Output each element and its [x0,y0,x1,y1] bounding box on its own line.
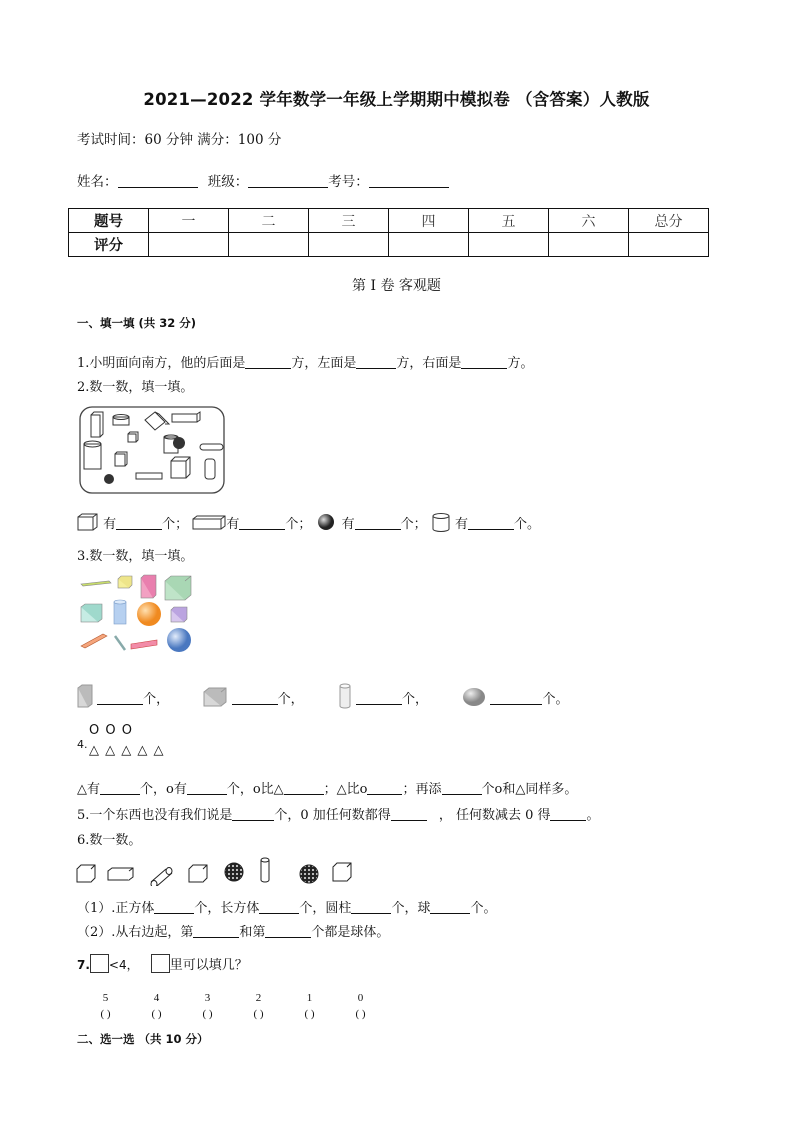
question-number: 7. [77,958,90,972]
answer-slot[interactable]: ( ) [355,1008,366,1020]
column-header: 四 [389,209,469,233]
score-table [68,208,709,257]
answer-box[interactable] [151,954,170,973]
answer-slot[interactable]: ( ) [202,1008,213,1020]
option-number: 1 [306,992,313,1004]
sphere-icon [462,687,486,707]
question-text: ；△比o [323,782,368,797]
shapes-illustration-icon [79,406,225,494]
shapes-picture [79,406,225,494]
exam-info: 考试时间：60 分钟 满分：100 分 [77,132,282,148]
section-heading: 一、填一填 (共 32 分) [77,316,197,330]
column-header: 六 [549,209,629,233]
answer-blank[interactable] [356,691,402,705]
answer-blank[interactable] [468,516,514,530]
question-text: 和第 [239,925,266,940]
cylinder-lying-icon [151,868,172,887]
question-1 [77,352,533,371]
answer-blank[interactable] [239,516,285,530]
column-header: 三 [309,209,389,233]
column-header: 总分 [629,209,709,233]
question-7-answer-slots [80,1002,386,1021]
option-number: 4 [153,992,160,1004]
question-text: 有 [226,517,240,532]
question-text: 方，右面是 [396,356,462,371]
answer-blank[interactable] [391,807,427,821]
number-field[interactable] [369,174,449,188]
question-text: 有 [454,517,468,532]
question-text: 个o和△同样多。 [481,782,578,797]
answer-blank[interactable] [351,900,391,914]
score-cell[interactable] [549,233,629,257]
question-text: 1.小明面向南方，他的后面是 [77,356,246,371]
column-header: 一 [149,209,229,233]
answer-blank[interactable] [193,924,239,938]
cuboid-icon [192,515,226,531]
question-text: 方。 [507,356,534,371]
score-cell[interactable] [389,233,469,257]
cylinder-icon [338,682,352,710]
score-cell[interactable] [309,233,389,257]
table-row [69,233,709,257]
class-field[interactable] [248,174,328,188]
circles-row: O O O [89,723,133,738]
cuboid-icon [108,868,133,880]
question-text: 个，o比△ [226,782,284,797]
row-header: 评分 [69,233,149,257]
cuboid-icon [77,684,93,708]
answer-blank[interactable] [265,924,311,938]
cube-icon [77,513,99,531]
cube-icon [77,865,95,882]
option-number: 3 [204,992,211,1004]
question-text: 个。 [513,517,540,532]
answer-blank[interactable] [355,516,401,530]
question-text: 个， [277,692,304,707]
question-text: △有 [77,782,100,797]
question-text: （1）.正方体 [77,901,155,916]
answer-blank[interactable] [187,781,227,795]
answer-blank[interactable] [154,900,194,914]
column-header: 二 [229,209,309,233]
student-info-row [77,170,449,190]
question-text: 有 [103,517,117,532]
column-header: 五 [469,209,549,233]
answer-box[interactable] [90,954,109,973]
cube-icon [203,687,227,707]
answer-blank[interactable] [490,691,542,705]
answer-slot[interactable]: ( ) [151,1008,162,1020]
cube-icon [189,865,207,882]
question-4-text [77,778,577,797]
answer-blank[interactable] [430,900,470,914]
row-header: 题号 [69,209,149,233]
question-2-answers [77,512,540,532]
volume-title: 第 I 卷 客观题 [352,278,441,294]
number-label: 考号： [328,174,369,190]
question-6-sub1 [77,897,496,916]
score-cell[interactable] [469,233,549,257]
question-text: <4， [108,958,139,972]
table-row [69,209,709,233]
answer-blank[interactable] [259,900,299,914]
answer-blank[interactable] [100,781,140,795]
answer-blank[interactable] [367,781,402,795]
option-number: 0 [357,992,364,1004]
question-2-prompt: 2.数一数，填一填。 [77,380,194,395]
question-text: 个，球 [391,901,431,916]
cylinder-icon [431,512,451,532]
section-heading: 二、选一选 （共 10 分） [77,1032,209,1046]
question-text: ；再添 [402,782,442,797]
question-text: ， 任何数减去 0 得 [438,808,551,823]
question-text: （2）.从右边起，第 [77,925,194,940]
answer-blank[interactable] [284,781,324,795]
question-5 [77,804,600,823]
question-text: 个。 [542,692,569,707]
question-6-shapes [75,856,355,886]
sphere-icon [225,863,243,881]
answer-blank[interactable] [116,516,162,530]
answer-slot[interactable]: ( ) [304,1008,315,1020]
sphere-icon [300,865,318,883]
colored-shapes-illustration-icon [78,574,196,656]
question-text: 个，圆柱 [299,901,352,916]
question-text: 里可以填几？ [169,958,248,973]
question-text: 个，0 加任何数都得 [274,808,391,823]
question-text: 个； [162,517,189,532]
question-text: 个都是球体。 [311,925,390,940]
answer-blank[interactable] [461,355,507,369]
question-text: 个， [143,692,170,707]
answer-blank[interactable] [356,355,396,369]
answer-slot[interactable]: ( ) [100,1008,111,1020]
question-3-prompt: 3.数一数，填一填。 [77,549,194,564]
score-cell[interactable] [149,233,229,257]
triangles-row: △ △ △ △ △ [89,743,165,758]
question-text: 个， [402,692,429,707]
cylinder-icon [261,858,269,882]
option-number: 5 [102,992,109,1004]
question-3-answers [77,682,568,710]
question-text: 个； [400,517,427,532]
answer-blank[interactable] [232,807,274,821]
score-cell[interactable] [629,233,709,257]
question-text: 5.一个东西也没有我们说是 [77,808,233,823]
colored-shapes-picture [78,574,196,656]
option-number: 2 [255,992,262,1004]
question-text: 有 [341,517,355,532]
question-text: 个。 [470,901,497,916]
question-4-number: 4. [77,738,88,751]
name-label: 姓名： [77,174,118,190]
question-text: 。 [586,808,600,823]
answer-blank[interactable] [232,691,278,705]
sphere-icon [315,513,337,531]
answer-blank[interactable] [442,781,482,795]
question-text: 个，长方体 [194,901,260,916]
question-6-prompt: 6.数一数。 [77,833,142,848]
answer-slot[interactable]: ( ) [253,1008,264,1020]
cube-icon [333,863,351,881]
question-text: 个，o有 [140,782,187,797]
document-title: 2021—2022 学年数学一年级上学期期中模拟卷 （含答案）人教版 [143,90,650,109]
answer-blank[interactable] [550,807,586,821]
class-label: 班级： [207,174,249,190]
answer-blank[interactable] [97,691,143,705]
question-7 [77,954,248,973]
question-text: 个； [285,517,312,532]
score-cell[interactable] [229,233,309,257]
question-text: 方，左面是 [291,356,357,371]
answer-blank[interactable] [245,355,291,369]
name-field[interactable] [118,174,198,188]
question-6-sub2 [77,921,389,940]
